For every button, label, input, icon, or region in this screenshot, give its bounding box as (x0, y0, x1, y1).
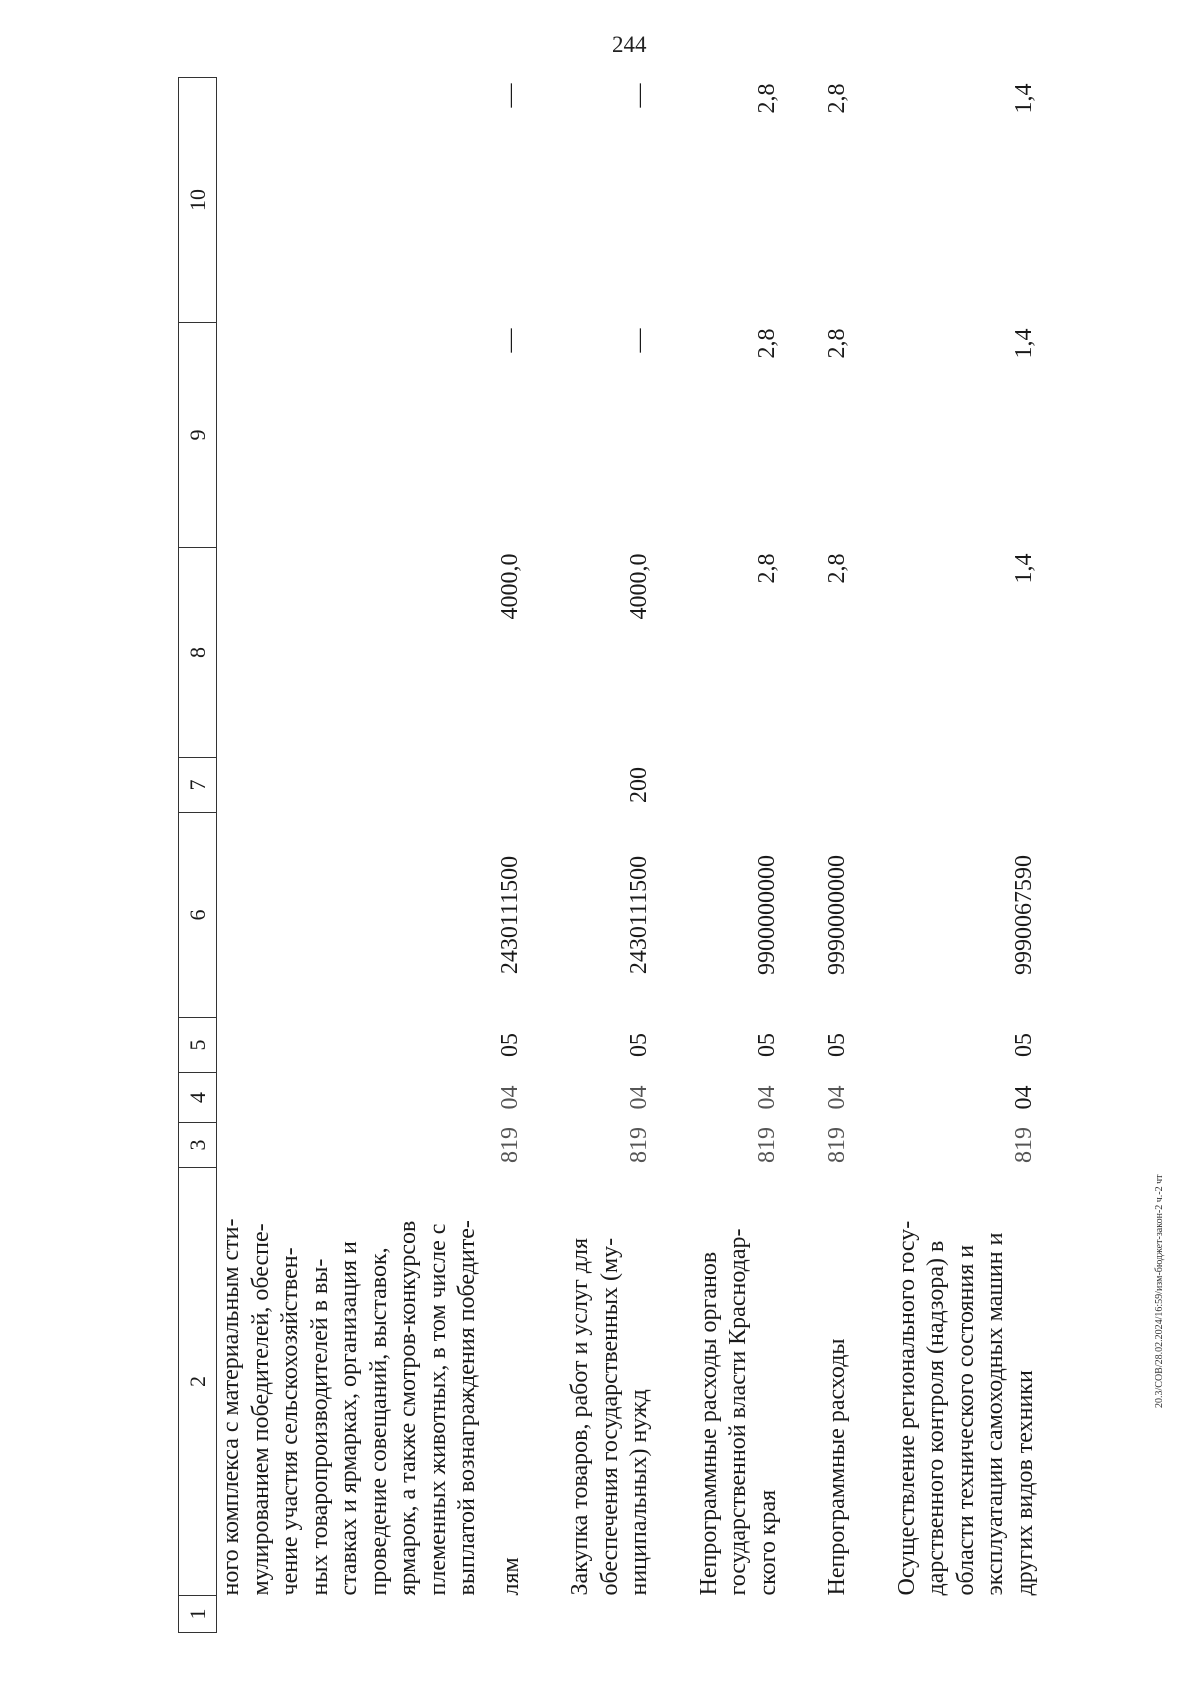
cell-amount-3: — (497, 83, 523, 108)
cell-subsection: 05 (625, 1033, 652, 1057)
cell-section: 04 (497, 1085, 523, 1110)
cell-expense-type (823, 758, 853, 813)
header-col-2: 2 (179, 1168, 217, 1596)
cell-subsection: 05 (1011, 1033, 1037, 1057)
cell-ministry-code: 819 (497, 1127, 523, 1163)
table-row (217, 78, 527, 1633)
cell-section: 04 (1011, 1085, 1037, 1110)
page-number: 244 (612, 32, 647, 57)
row-description: Непрограммные расходы (824, 1338, 850, 1596)
header-col-6: 6 (179, 813, 217, 1018)
document-code: 20.3/СОВ/28.02.2024/16:59/изм-бюджет-закон-2 ч.-2 чт (1154, 1174, 1165, 1408)
cell-amount-3: 1,4 (1011, 83, 1037, 114)
cell-target-article: 9990067590 (1011, 855, 1037, 975)
cell-amount-2: — (497, 328, 523, 353)
header-col-5: 5 (179, 1018, 217, 1073)
cell-ministry-code: 819 (1011, 1127, 1037, 1163)
cell-subsection: 05 (754, 1033, 780, 1057)
header-col-9: 9 (179, 323, 217, 548)
table-row (695, 78, 784, 1633)
header-col-10: 10 (179, 78, 217, 323)
table-row (566, 78, 655, 1633)
cell-section: 04 (754, 1085, 780, 1110)
cell-target-article: 2430111500 (625, 855, 652, 975)
row-description: Непрограммные расходы органов государственной власти Краснодар- ского края (695, 1228, 781, 1596)
cell-amount-2: 2,8 (754, 328, 780, 359)
cell-ministry-code: 819 (823, 1127, 850, 1163)
cell-section: 04 (823, 1085, 850, 1110)
cell-ministry-code: 819 (754, 1127, 780, 1163)
row-description: Осуществление регионального госу- дарственного контроля (надзора) в области технического состояния и эксплуатации самоходных машин и других видов техники (893, 1220, 1038, 1596)
table-row (823, 78, 853, 1633)
header-col-8: 8 (179, 548, 217, 758)
cell-target-article: 9990000000 (823, 855, 850, 975)
table-row (893, 78, 1041, 1633)
cell-amount-1: 4000,0 (625, 553, 652, 620)
row-description: ного комплекса с материальным сти- мулированием победителей, обеспе- чение участия сельскохозяйствен- ных товаропроизводителей в вы- ставках и ярмарках, организация и проведение совещаний, выставок, ярмарок, а также смотров-конкурсов племенных животных, в том числе с выплатой вознаграждения победите- лям (218, 1218, 524, 1596)
cell-ministry-code: 819 (625, 1127, 652, 1163)
header-col-4: 4 (179, 1073, 217, 1123)
cell-amount-1: 4000,0 (497, 553, 523, 620)
cell-section: 04 (625, 1085, 652, 1110)
cell-amount-3: 2,8 (823, 83, 850, 114)
cell-expense-type (217, 758, 527, 813)
cell-expense-type (695, 758, 784, 813)
cell-amount-2: 1,4 (1011, 328, 1037, 359)
cell-expense-type (893, 758, 1041, 813)
cell-amount-2: — (625, 328, 652, 353)
cell-amount-1: 2,8 (754, 553, 780, 584)
budget-table (178, 77, 1040, 1633)
header-col-1: 1 (179, 1596, 217, 1633)
cell-subsection: 05 (823, 1033, 850, 1057)
header-col-7: 7 (179, 758, 217, 813)
header-row (179, 78, 217, 1633)
cell-amount-3: 2,8 (754, 83, 780, 114)
row-description: Закупка товаров, работ и услуг для обеспечения государственных (му- ниципальных) нужд (567, 1237, 652, 1596)
cell-target-article: 9900000000 (754, 855, 780, 975)
cell-expense-type: 200 (625, 767, 652, 803)
rotated-table-container (178, 78, 1188, 1633)
cell-amount-2: 2,8 (823, 328, 850, 359)
cell-subsection: 05 (497, 1033, 523, 1057)
header-col-3: 3 (179, 1123, 217, 1168)
cell-target-article: 2430111500 (497, 855, 523, 975)
cell-amount-3: — (625, 83, 652, 108)
cell-amount-1: 1,4 (1011, 553, 1037, 584)
cell-amount-1: 2,8 (823, 553, 850, 584)
